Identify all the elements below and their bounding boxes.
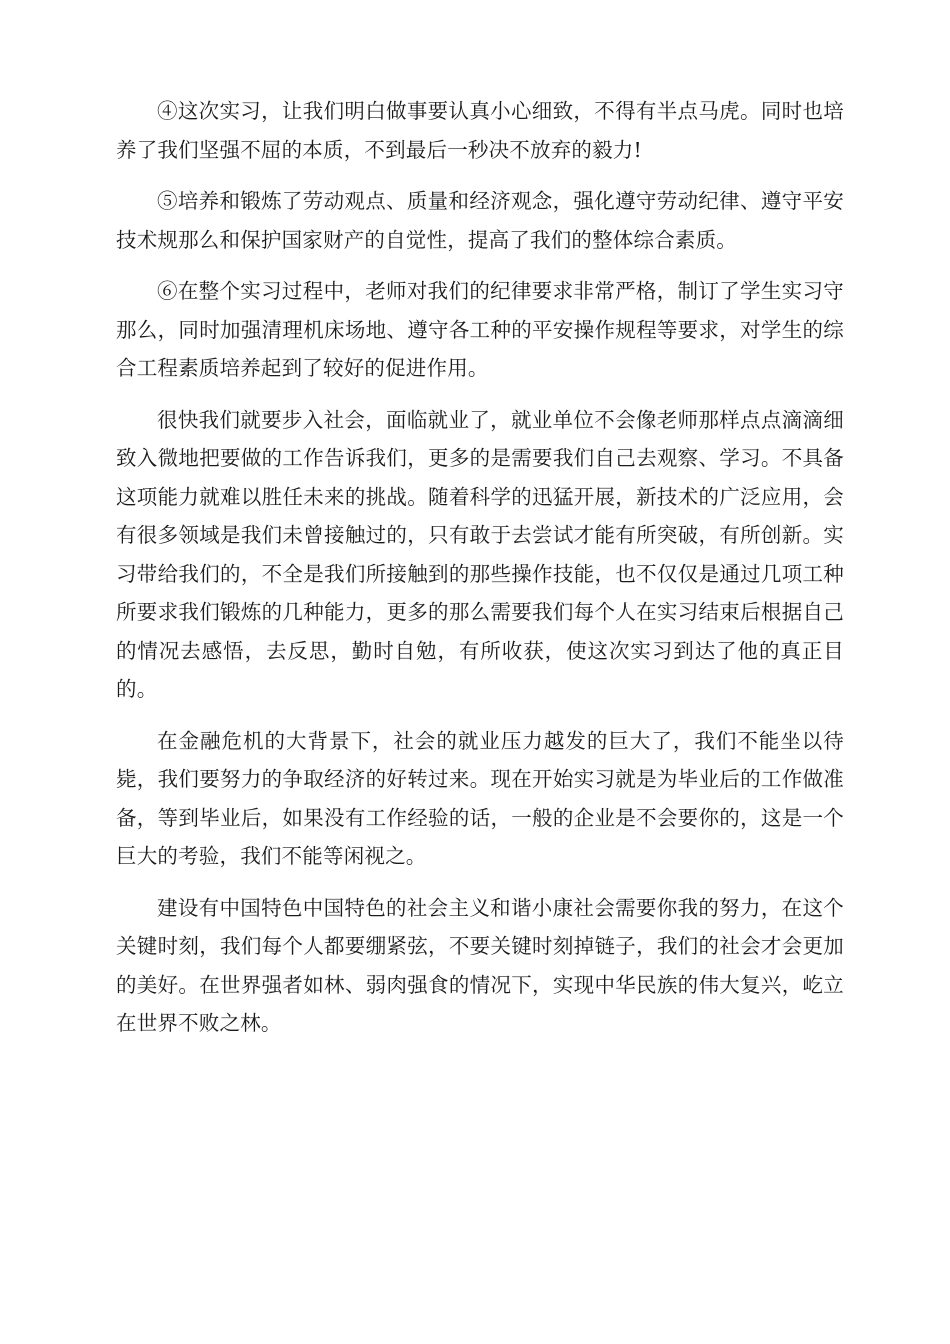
paragraph-5: ⑤培养和锻炼了劳动观点、质量和经济观念，强化遵守劳动纪律、遵守平安技术规那么和保护国家财产的自觉性，提高了我们的整体综合素质。 [116, 189, 844, 252]
paragraph-6: ⑥在整个实习过程中，老师对我们的纪律要求非常严格，制订了学生实习守那么，同时加强清理机床场地、遵守各工种的平安操作规程等要求，对学生的综合工程素质培养起到了较好的促进作用。 [116, 279, 844, 380]
document-page [116, 92, 844, 1056]
paragraph-4: ④这次实习，让我们明白做事要认真小心细致，不得有半点马虎。同时也培养了我们坚强不屈的本质，不到最后一秒决不放弃的毅力! [116, 99, 844, 162]
paragraph-harmonious-society: 建设有中国特色中国特色的社会主义和谐小康社会需要你我的努力，在这个关键时刻，我们每个人都要绷紧弦，不要关键时刻掉链子，我们的社会才会更加的美好。在世界强者如林、弱肉强食的情况下，实现中华民族的伟大复兴，屹立在世界不败之林。 [116, 895, 844, 1035]
paragraph-future-employment: 很快我们就要步入社会，面临就业了，就业单位不会像老师那样点点滴滴细致入微地把要做的工作告诉我们，更多的是需要我们自己去观察、学习。不具备这项能力就难以胜任未来的挑战。随着科学的迅猛开展，新技术的广泛应用，会有很多领域是我们未曾接触过的，只有敢于去尝试才能有所突破，有所创新。实习带给我们的，不全是我们所接触到的那些操作技能，也不仅仅是通过几项工种所要求我们锻炼的几种能力，更多的那么需要我们每个人在实习结束后根据自己的情况去感悟，去反思，勤时自勉，有所收获，使这次实习到达了他的真正目的。 [116, 407, 844, 701]
paragraph-financial-crisis: 在金融危机的大背景下，社会的就业压力越发的巨大了，我们不能坐以待毙，我们要努力的争取经济的好转过来。现在开始实习就是为毕业后的工作做准备，等到毕业后，如果没有工作经验的话，一般的企业是不会要你的，这是一个巨大的考验，我们不能等闲视之。 [116, 728, 844, 868]
